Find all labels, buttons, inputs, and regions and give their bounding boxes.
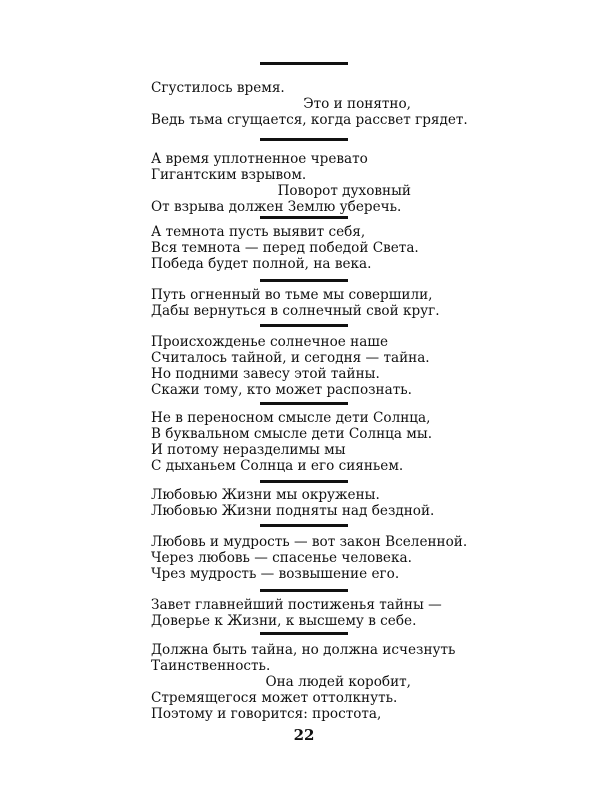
section-divider xyxy=(260,216,348,219)
poem-line: В буквальном смысле дети Солнца мы. xyxy=(151,426,433,442)
poem-line: Любовью Жизни подняты над бездной. xyxy=(151,503,435,519)
section-divider xyxy=(260,589,348,592)
poem-line: Любовь и мудрость — вот закон Вселенной. xyxy=(151,534,468,550)
poem-line: Сгустилось время. xyxy=(151,80,285,96)
section-divider xyxy=(260,524,348,527)
section-divider xyxy=(260,632,348,635)
poem-line: Это и понятно, xyxy=(303,96,411,112)
poem-line: Победа будет полной, на века. xyxy=(151,256,372,272)
poem-line: Ведь тьма сгущается, когда рассвет грядет. xyxy=(151,112,468,128)
poem-line: Дабы вернуться в солнечный свой круг. xyxy=(151,303,440,319)
poem-line: Но подними завесу этой тайны. xyxy=(151,366,380,382)
poem-line: Стремящегося может оттолкнуть. xyxy=(151,690,398,706)
poem-line: С дыханьем Солнца и его сияньем. xyxy=(151,458,404,474)
poem-line: Должна быть тайна, но должна исчезнуть xyxy=(151,642,456,658)
poem-line: А темнота пусть выявит себя, xyxy=(151,224,366,240)
poem-line: Таинственность. xyxy=(151,658,271,674)
poem-line: Завет главнейший постиженья тайны — xyxy=(151,597,442,613)
section-divider xyxy=(260,324,348,327)
poem-line: А время уплотненное чревато xyxy=(151,151,368,167)
poem-line: Поэтому и говорится: простота, xyxy=(151,706,382,722)
poem-line: Поворот духовный xyxy=(277,183,411,199)
poem-line: От взрыва должен Землю уберечь. xyxy=(151,199,402,215)
poem-line: Происхожденье солнечное наше xyxy=(151,334,388,350)
poem-line: Гигантским взрывом. xyxy=(151,167,307,183)
poem-line: Чрез мудрость — возвышение его. xyxy=(151,566,400,582)
section-divider xyxy=(260,279,348,282)
section-divider xyxy=(260,62,348,65)
poem-line: Она людей коробит, xyxy=(265,674,411,690)
poem-line: Доверье к Жизни, к высшему в себе. xyxy=(151,613,417,629)
poem-line: Скажи тому, кто может распознать. xyxy=(151,382,412,398)
section-divider xyxy=(260,402,348,405)
section-divider xyxy=(260,138,348,141)
poem-line: Путь огненный во тьме мы совершили, xyxy=(151,287,433,303)
poem-line: Через любовь — спасенье человека. xyxy=(151,550,412,566)
poem-line: Любовью Жизни мы окружены. xyxy=(151,487,380,503)
page-number: 22 xyxy=(293,726,315,744)
poem-line: Вся темнота — перед победой Света. xyxy=(151,240,419,256)
poem-line: Не в переносном смысле дети Солнца, xyxy=(151,410,431,426)
poem-line: И потому неразделимы мы xyxy=(151,442,346,458)
poem-line: Считалось тайной, и сегодня — тайна. xyxy=(151,350,430,366)
section-divider xyxy=(260,480,348,483)
